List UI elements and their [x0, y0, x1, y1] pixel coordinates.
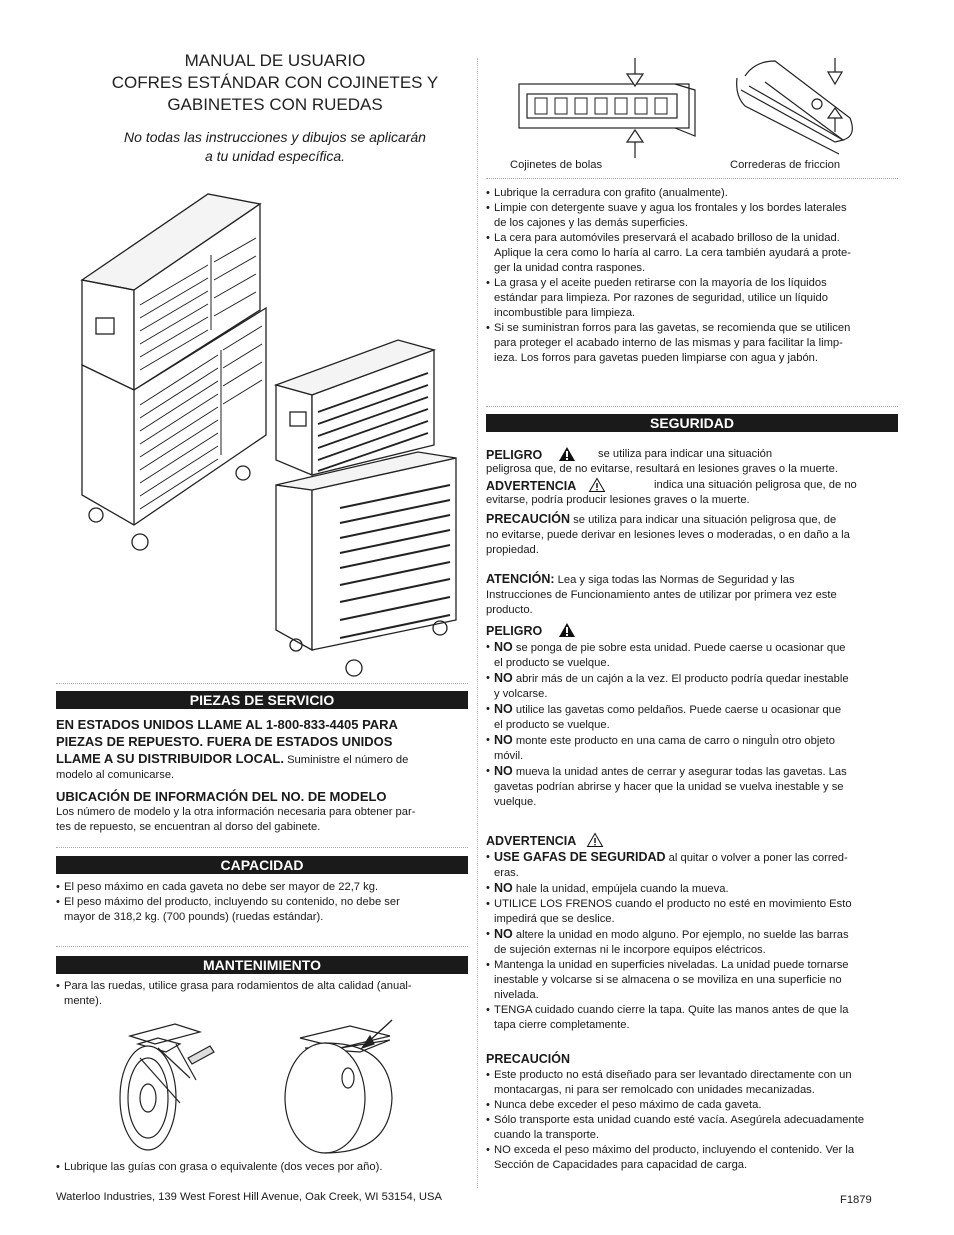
divider	[486, 406, 898, 407]
list-item	[486, 1143, 898, 1173]
list-item-bold: NO	[494, 671, 513, 685]
list-item	[486, 927, 898, 958]
safety-definitions: PELIGRO se utiliza para indicar una situación peligrosa que, de no evitarse, resultará en lesiones graves o la muerte. ADVERTENCIA indica una situación peligrosa que, de no evitarse, podría producir lesiones graves o la muerte. PRECAUCIÓN se utiliza para indicar una situación peligrosa que, de no evitarse, puede derivar en lesiones leves o moderadas, o en daño a la propiedad. ATENCIÓN: Lea y siga todas las Normas de Seguridad y las Instrucciones de Funcionamiento antes de utilizar por primera vez este producto.	[486, 446, 898, 618]
maintenance-guides	[56, 1160, 468, 1175]
list-item-line: tapa cierre completamente.	[494, 1019, 630, 1031]
list-item-line: cuando la transporte.	[494, 1129, 600, 1141]
list-item	[486, 850, 898, 881]
list-item-line: • Mantenga la unidad en superficies niveladas. La unidad puede tornarse	[494, 959, 849, 971]
list-item-line: montacargas, ni para ser remolcado con unidades mecanizadas.	[494, 1084, 815, 1096]
list-item: • El peso máximo del producto, incluyendo su contenido, no debe ser mayor de 318,2 kg. (700 pounds) (ruedas estándar).	[56, 895, 468, 925]
note-line-1: No todas las instrucciones y dibujos se aplicarán	[124, 129, 426, 145]
list-item-line: • Sólo transporte esta unidad cuando esté vacía. Asegúrela adecuadamente	[494, 1114, 865, 1126]
list-item-line: • UTILICE LOS FRENOS cuando el producto no esté en movimiento Esto	[494, 898, 852, 910]
list-item	[486, 881, 898, 897]
list-item	[486, 201, 898, 231]
list-item: • Para las ruedas, utilice grasa para rodamientos de alta calidad (anual- mente).	[56, 979, 468, 1009]
list-item-line: • Nunca debe exceder el peso máximo de cada gaveta.	[494, 1099, 762, 1111]
warning-icon	[589, 478, 605, 497]
service-heading: PIEZAS DE SERVICIO	[56, 691, 468, 709]
list-item-line: • USE GAFAS DE SEGURIDAD al quitar o volver a poner las corred-	[494, 850, 848, 864]
list-item-line: • NO monte este producto en una cama de carro o ninguÌn otro objeto	[494, 733, 835, 747]
footer-code: F1879	[840, 1194, 872, 1206]
list-item-line: • TENGA cuidado cuando cierre la tapa. Quite las manos antes de que la	[494, 1004, 849, 1016]
list-item-line: • NO utilice las gavetas como peldaños. Puede caerse u ocasionar que	[494, 702, 842, 716]
list-item	[486, 640, 898, 671]
precaucion-heading: PRECAUCIÓN	[486, 1052, 571, 1066]
precaucion-section	[486, 1051, 898, 1173]
tool-chest-illustration	[78, 190, 468, 680]
list-item-line: • NO exceda el peso máximo del producto, incluyendo el contenido. Ver la	[494, 1144, 855, 1156]
list-item-bold: NO	[494, 702, 513, 716]
advertencia-list	[486, 850, 898, 1033]
maintenance-heading: MANTENIMIENTO	[56, 956, 468, 974]
list-item	[486, 1098, 898, 1113]
list-item-line: • Este producto no está diseñado para ser levantado directamente con un	[494, 1069, 852, 1081]
page-title	[60, 50, 490, 116]
list-item-line: Sección de Capacidades para capacidad de carga.	[494, 1159, 748, 1171]
list-item-line: • NO hale la unidad, empújela cuando la mueva.	[494, 881, 729, 895]
service-section	[56, 716, 468, 835]
list-item-line: • La grasa y el aceite pueden retirarse con la mayoría de los líquidos	[494, 277, 827, 289]
list-item	[486, 1003, 898, 1033]
list-item-line: • Lubrique la cerradura con grafito (anualmente).	[494, 187, 728, 199]
list-item-line: • NO abrir más de un cajón a la vez. El producto podría quedar inestable	[494, 671, 849, 685]
list-item-bold: USE GAFAS DE SEGURIDAD	[494, 850, 666, 864]
list-item	[486, 1068, 898, 1098]
advertencia-label: ADVERTENCIA	[486, 479, 577, 493]
safety-heading: SEGURIDAD	[486, 414, 898, 432]
list-item	[486, 764, 898, 810]
list-item-line: estándar para limpieza. Por razones de seguridad, utilice un líquido	[494, 292, 828, 304]
peligro-list	[486, 640, 898, 810]
side-handle	[96, 318, 114, 334]
caster-wheel-illustration	[100, 1018, 420, 1158]
column-divider	[477, 58, 478, 1188]
list-item-line: • NO mueva la unidad antes de cerrar y asegurar todas las gavetas. Las	[494, 764, 847, 778]
note-line-2: a tu unidad específica.	[204, 148, 346, 164]
list-item-bold: NO	[494, 733, 513, 747]
list-item-line: nivelada.	[494, 989, 539, 1001]
danger-icon	[559, 447, 575, 466]
list-item-bold: NO	[494, 764, 513, 778]
list-item-line: gavetas podrían abrirse y hacer que la unidad se vuelva inestable y se	[494, 781, 844, 793]
friction-slide-caption: Correderas de friccion	[730, 159, 841, 171]
list-item	[486, 733, 898, 764]
list-item	[486, 231, 898, 276]
advertencia-section	[486, 832, 898, 1033]
list-item-line: • NO se ponga de pie sobre esta unidad. Puede caerse u ocasionar que	[494, 640, 846, 654]
peligro-label: PELIGRO	[486, 448, 543, 462]
atencion-label: ATENCIÓN:	[486, 572, 555, 586]
list-item-line: eras.	[494, 867, 519, 879]
advertencia-heading: ADVERTENCIA	[486, 834, 577, 848]
list-item-bold: NO	[494, 927, 513, 941]
list-item-line: • NO altere la unidad en modo alguno. Por ejemplo, no suelde las barras	[494, 927, 849, 941]
divider	[56, 683, 468, 684]
list-item	[486, 897, 898, 927]
title-line-2: COFRES ESTÁNDAR CON COJINETES Y	[111, 73, 439, 92]
ball-bearing-caption: Cojinetes de bolas	[510, 159, 603, 171]
maintenance-list	[486, 186, 898, 366]
list-item-bold: NO	[494, 640, 513, 654]
list-item	[486, 186, 898, 201]
divider	[56, 946, 468, 947]
divider	[56, 847, 468, 848]
list-item-line: para proteger el acabado interno de las mismas y para facilitar la limp-	[494, 337, 843, 349]
peligro-definition: PELIGRO se utiliza para indicar una situación	[486, 446, 898, 462]
list-item: • El peso máximo en cada gaveta no debe ser mayor de 22,7 kg.	[56, 880, 468, 895]
precaucion-label: PRECAUCIÓN	[486, 512, 571, 526]
list-item	[486, 671, 898, 702]
applicability-note	[90, 128, 460, 166]
list-item-line: inestable y volcarse si se almacena o se moviliza en una superficie no	[494, 974, 842, 986]
list-item-line: incombustible para limpieza.	[494, 307, 636, 319]
maintenance-section	[56, 979, 468, 1009]
list-item-line: Aplique la cera como lo haría al carro. La cera también ayudará a prote-	[494, 247, 851, 259]
list-item-line: móvil.	[494, 750, 524, 762]
list-item-line: • Limpie con detergente suave y agua los frontales y los bordes laterales	[494, 202, 847, 214]
peligro-heading: PELIGRO	[486, 624, 543, 638]
list-item	[486, 1113, 898, 1143]
list-item	[486, 276, 898, 321]
drawer-slides-illustration	[505, 56, 875, 160]
service-call-line-2: PIEZAS DE REPUESTO. FUERA DE ESTADOS UNIDOS	[56, 734, 393, 749]
list-item-line: el producto se vuelque.	[494, 719, 610, 731]
list-item-line: vuelque.	[494, 796, 537, 808]
model-location-line-1: Los número de modelo y la otra información necesaria para obtener par-	[56, 806, 416, 818]
list-item	[486, 702, 898, 733]
list-item	[486, 958, 898, 1003]
precaucion-definition: PRECAUCIÓN se utiliza para indicar una situación peligrosa que, de	[486, 512, 837, 526]
model-location-line-2: tes de repuesto, se encuentran al dorso del gabinete.	[56, 821, 321, 833]
list-item-line: ieza. Los forros para gavetas pueden limpiarse con agua y jabón.	[494, 352, 819, 364]
footer-address: Waterloo Industries, 139 West Forest Hill Avenue, Oak Creek, WI 53154, USA	[56, 1191, 442, 1203]
precaucion-list	[486, 1068, 898, 1173]
service-call-line-4: modelo al comunicarse.	[56, 769, 175, 781]
list-item-line: • Si se suministran forros para las gavetas, se recomienda que se utilicen	[494, 322, 851, 334]
title-line-1: MANUAL DE USUARIO	[184, 51, 366, 70]
capacity-heading: CAPACIDAD	[56, 856, 468, 874]
list-item-line: el producto se vuelque.	[494, 657, 610, 669]
advertencia-definition: ADVERTENCIA indica una situación peligrosa que, de no	[486, 477, 898, 493]
list-item-line: de los cajones y las demás superficies.	[494, 217, 689, 229]
model-location-heading: UBICACIÓN DE INFORMACIÓN DEL NO. DE MODELO	[56, 789, 387, 804]
service-call-line-1: EN ESTADOS UNIDOS LLAME AL 1-800-833-4405 PARA	[56, 717, 398, 732]
divider	[486, 178, 898, 179]
atencion-note: ATENCIÓN: Lea y siga todas las Normas de Seguridad y las	[486, 572, 795, 586]
list-item-line: de sujeción externas ni le incorpore equipos eléctricos.	[494, 944, 766, 956]
list-item-line: impedirá que se deslice.	[494, 913, 615, 925]
list-item-line: y volcarse.	[494, 688, 548, 700]
capacity-section	[56, 880, 468, 925]
list-item-bold: NO	[494, 881, 513, 895]
service-call-line-3	[56, 750, 468, 768]
service-call-tail: Suministre el número de	[283, 754, 409, 766]
list-item-line: ger la unidad contra raspones.	[494, 262, 646, 274]
service-call-bold: LLAME A SU DISTRIBUIDOR LOCAL.	[56, 751, 284, 766]
peligro-section	[486, 622, 898, 810]
list-item: • Lubrique las guías con grasa o equivalente (dos veces por año).	[56, 1160, 468, 1175]
list-item	[486, 321, 898, 366]
title-line-3: GABINETES CON RUEDAS	[167, 95, 383, 114]
list-item-line: • La cera para automóviles preservará el acabado brilloso de la unidad.	[494, 232, 840, 244]
